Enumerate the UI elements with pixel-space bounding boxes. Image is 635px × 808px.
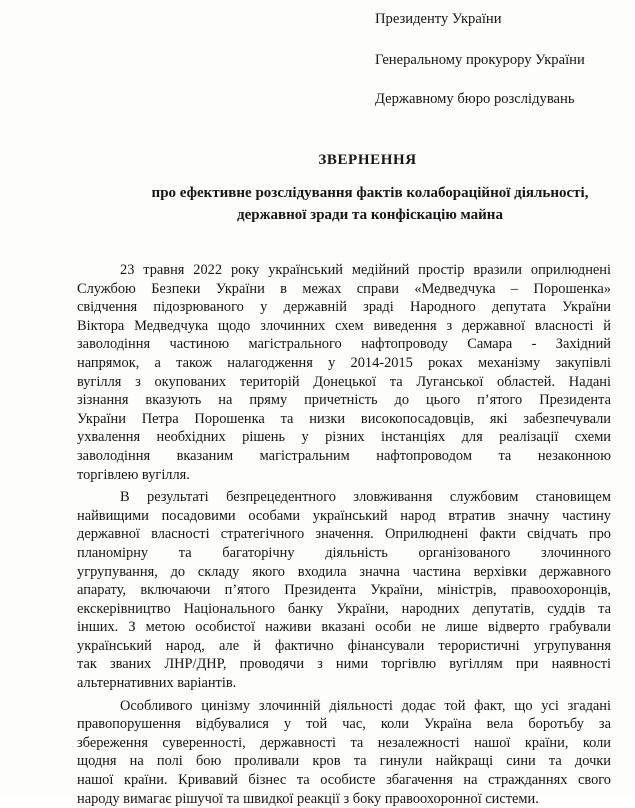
paragraph-line: України Петра Порошенка та низки високопосадовців, які забезпечували [77, 410, 611, 427]
paragraph-line: Віктора Медведчука щодо злочинних схем виведення з державної власності й [77, 317, 611, 334]
paragraph-line: так званих ЛНР/ДНР, проводячи з ними торгівлю вугіллям при наявності [77, 656, 611, 673]
paragraph [77, 261, 611, 484]
subtitle-line: державної зради та конфіскацію майна [237, 207, 503, 223]
paragraph-line: екскерівництво Національного банку України, народних депутатів, суддів та [77, 600, 611, 617]
paragraph [77, 488, 611, 693]
document-body [77, 261, 611, 808]
paragraph-line: правопорушення відбувалися у той час, коли Україна вела боротьбу за [77, 716, 611, 733]
paragraph-line: заволодіння вказаним магістральним нафтопроводом та незаконною [77, 447, 611, 464]
addressee-president: Президенту України [375, 11, 502, 27]
paragraph-line: щодня на полі бою проливали кров та гинули найкращі сини та дочки [77, 753, 611, 770]
paragraph-line: ухвалення необхідних рішень у різних інстанціях для реалізації схеми [77, 429, 611, 446]
paragraph-line: зізнання вказують на пряму причетність до цього п’ятого Президента [77, 392, 611, 409]
paragraph-line: угрупування, до складу якого входила значна частина верхівки державного [77, 563, 611, 580]
paragraph-line: найвищими посадовими особами український народ втратив значну частину [77, 507, 611, 524]
paragraph-line: вугілля з окупованих територій Донецької та Луганської областей. Надані [77, 373, 611, 390]
paragraph-line: інших. З метою особистої наживи вказані особи не лише відверто грабували [77, 619, 611, 636]
paragraph-line: апарату, включаючи п’ятого Президента України, міністрів, правоохоронців, [77, 582, 611, 599]
paragraph-line: В результаті безпрецедентного зловживання службовим становищем [120, 489, 611, 506]
paragraph-line: Особливого цинізму злочинній діяльності додає той факт, що усі згадані [120, 697, 611, 714]
paragraph-line: свідчення підозрюваного у державній зраді Народного депутата України [77, 299, 611, 316]
addressee-prosecutor-general: Генеральному прокурору України [375, 52, 585, 68]
paragraph-line: альтернативних варіантів. [77, 675, 237, 692]
paragraph-line: нашої країни. Кривавий бізнес та особисте збагачення на стражданнях свого [77, 772, 611, 789]
paragraph-line: збереження суверенності, державності та незалежності нашої країни, коли [77, 734, 611, 751]
paragraph-line: торгівлею вугілля. [77, 466, 190, 483]
paragraph-line: 23 травня 2022 року український медійний простір вразили оприлюднені [120, 262, 611, 278]
paragraph-line: державної власності стратегічного значення. Оприлюднені факти свідчать про [77, 526, 611, 543]
paragraph-line: заволодіння частиною магістрального нафтопроводу Самара - Західний [77, 336, 611, 353]
document-subtitle [100, 182, 635, 226]
addressee-state-bureau: Державному бюро розслідувань [375, 91, 575, 107]
paragraph-line: народу вимагає рішучої та швидкої реакції з боку правоохоронної системи. [77, 790, 539, 807]
paragraph-line: український народ, але й фактично фінансували терористичні угрупування [77, 637, 611, 654]
document-title: ЗВЕРНЕННЯ [318, 152, 417, 168]
subtitle-line: про ефективне розслідування фактів колабораційної діяльності, [151, 185, 589, 201]
paragraph-line: планомірну та багаторічну діяльність організованого злочинного [77, 544, 611, 561]
paragraph-line: Службою Безпеки України в межах справи «Медведчука – Порошенка» [77, 280, 611, 297]
paragraph-line: напрямок, а також налагодження у 2014-2015 роках механізму закупівлі [77, 354, 611, 371]
paragraph [77, 697, 611, 808]
